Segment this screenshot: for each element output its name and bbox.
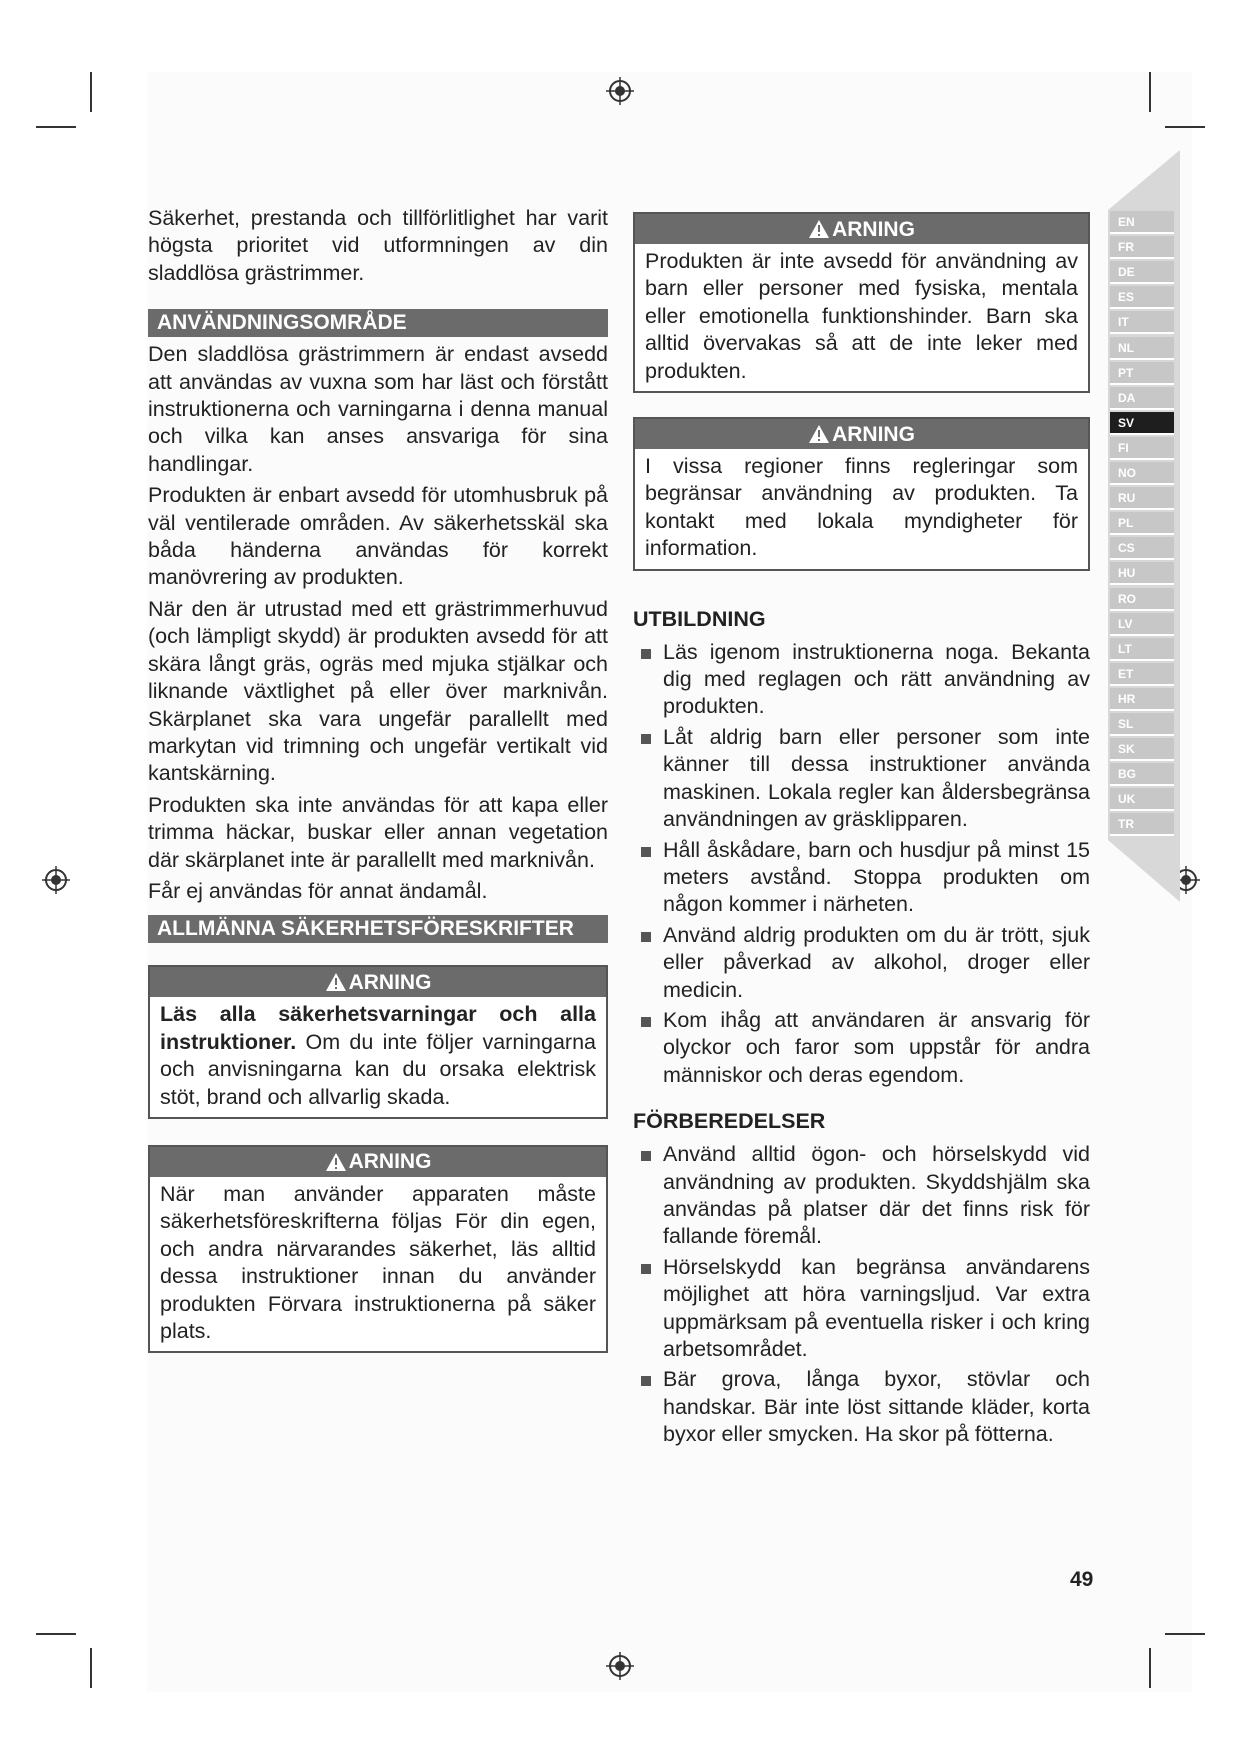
preparation-list (633, 1141, 1090, 1448)
intro-paragraph: Säkerhet, prestanda och tillförlitlighet har varit högsta prioritet vid utformningen av din sladdlösa grästrimmer. (148, 206, 608, 285)
usage-paragraph: Produkten är enbart avsedd för utomhusbruk på väl ventilerade områden. Av säkerhetsskäl ska båda händerna användas för korrekt manövrering av produkten. (148, 483, 608, 590)
list-item (633, 922, 1090, 1004)
list-item-text: Bär grova, långa byxor, stövlar och handskar. Bär inte löst sittande kläder, korta byxor eller smycken. Ha skor på fötterna. (663, 1367, 1090, 1447)
language-tab-fi[interactable]: FI (1110, 437, 1174, 460)
warning-bold-text: Läs alla säkerhetsvarningar och alla instruktioner. (160, 1002, 596, 1054)
section-heading-usage: ANVÄNDNINGSOMRÅDE (148, 309, 608, 337)
list-item-text: Låt aldrig barn eller personer som inte känner till dessa instruktioner använda maskinen. Lokala regler kan åldersbegränsa användningen av gräsklipparen. (663, 724, 1090, 832)
registration-mark-icon (606, 77, 634, 105)
left-column (148, 205, 608, 1379)
usage-paragraph: Produkten ska inte användas för att kapa eller trimma häckar, buskar eller annan vegetation där skärplanet inte är parallellt med marknivån. (148, 792, 608, 872)
bullet-square-icon (641, 649, 651, 659)
language-tab-sk[interactable]: SK (1110, 738, 1174, 761)
list-item-text: Håll åskådare, barn och husdjur på minst 15 meters avstånd. Stoppa produkten om någon kommer i närheten. (663, 837, 1090, 917)
warning-header (150, 967, 606, 997)
warning-box (148, 1145, 608, 1353)
language-tab-ro[interactable]: RO (1110, 588, 1174, 611)
language-tab-et[interactable]: ET (1110, 663, 1174, 686)
list-item-text: Hörselskydd kan begränsa användarens möjlighet att höra varningsljud. Var extra uppmärksam på eventuella risker i och kring arbetsområdet. (663, 1254, 1090, 1361)
list-item (633, 724, 1090, 834)
crop-mark (90, 1648, 92, 1688)
list-item (633, 639, 1090, 721)
warning-box (633, 212, 1090, 393)
bullet-square-icon (641, 1376, 651, 1386)
warning-triangle-icon (808, 424, 830, 444)
usage-paragraph: När den är utrustad med ett grästrimmerhuvud (och lämpligt skydd) är produkten avsedd för att skära långt gräs, ogräs med mjuka stjälkar och liknande växtlighet på eller över marknivån. Skärplanet ska vara ungefär parallellt med markytan vid trimning och ungefär vertikalt vid kantskärning. (148, 596, 608, 786)
section-heading-general-safety: ALLMÄNNA SÄKERHETSFÖRESKRIFTER (148, 915, 608, 943)
language-tab-es[interactable]: ES (1110, 286, 1174, 309)
list-item-text: Kom ihåg att användaren är ansvarig för olyckor och faror som uppstår för andra människor och deras egendom. (663, 1007, 1090, 1087)
warning-header (635, 214, 1088, 244)
crop-mark (90, 72, 92, 112)
language-tab-it[interactable]: IT (1110, 311, 1174, 334)
warning-body-text: Om du inte följer varningarna och anvisningarna kan du orsaka elektrisk stöt, brand och allvarlig skada. (160, 1029, 596, 1109)
bullet-square-icon (641, 1264, 651, 1274)
list-item (633, 1366, 1090, 1448)
language-tab-uk[interactable]: UK (1110, 788, 1174, 811)
language-tab-nl[interactable]: NL (1110, 337, 1174, 360)
warning-body-text: När man använder apparaten måste säkerhetsföreskrifterna följas För din egen, och andra närvarandes säkerhet, läs alltid dessa instruktioner innan du använder produkten Förvara instruktionerna på säker plats. (160, 1181, 596, 1343)
language-tab-cs[interactable]: CS (1110, 537, 1174, 560)
crop-mark (1149, 1648, 1151, 1688)
language-tab-en[interactable]: EN (1110, 211, 1174, 234)
right-column (633, 212, 1090, 1452)
language-tab-hu[interactable]: HU (1110, 562, 1174, 585)
usage-paragraph: Får ej användas för annat ändamål. (148, 878, 488, 903)
bullet-square-icon (641, 1151, 651, 1161)
warning-header (150, 1147, 606, 1177)
page-number: 49 (1070, 1568, 1094, 1591)
crop-mark (36, 1633, 76, 1635)
bullet-square-icon (641, 1017, 651, 1027)
warning-triangle-icon (808, 219, 830, 239)
language-tab-bg[interactable]: BG (1110, 763, 1174, 786)
language-tab-pl[interactable]: PL (1110, 512, 1174, 535)
registration-mark-icon (606, 1652, 634, 1680)
list-item-text: Använd alltid ögon- och hörselskydd vid användning av produkten. Skyddshjälm ska användas på platser där det finns risk för fallande föremål. (663, 1142, 1090, 1249)
language-tab-no[interactable]: NO (1110, 462, 1174, 485)
list-item (633, 1007, 1090, 1089)
language-tab-tr[interactable]: TR (1110, 813, 1174, 836)
language-tab-fr[interactable]: FR (1110, 236, 1174, 259)
warning-label: ARNING (832, 217, 915, 241)
language-tab-lt[interactable]: LT (1110, 638, 1174, 661)
language-tab-da[interactable]: DA (1110, 387, 1174, 410)
list-item (633, 1254, 1090, 1364)
warning-triangle-icon (325, 1152, 347, 1172)
language-tab-ru[interactable]: RU (1110, 487, 1174, 510)
warning-label: ARNING (348, 1150, 432, 1174)
language-tab-sv[interactable]: SV (1110, 412, 1174, 435)
crop-mark (1165, 1633, 1205, 1635)
registration-mark-icon (42, 866, 70, 894)
bullet-square-icon (641, 847, 651, 857)
language-tab-pt[interactable]: PT (1110, 362, 1174, 385)
section-heading-training: UTBILDNING (633, 606, 766, 631)
warning-triangle-icon (325, 972, 347, 992)
list-item-text: Läs igenom instruktionerna noga. Bekanta dig med reglagen och rätt användning av produkten. (663, 639, 1090, 719)
training-list (633, 639, 1090, 1090)
crop-mark (1165, 126, 1205, 128)
language-tab-hr[interactable]: HR (1110, 688, 1174, 711)
warning-body-text: Produkten är inte avsedd för användning av barn eller personer med fysiska, mentala eller emotionella funktionshinder. Barn ska alltid övervakas så att de inte leker med produkten. (645, 249, 1078, 383)
crop-mark (1149, 72, 1151, 112)
warning-body-text: I vissa regioner finns regleringar som begränsar användning av produkten. Ta kontakt med lokala myndigheter för information. (645, 454, 1078, 561)
warning-box (633, 417, 1090, 571)
list-item (633, 837, 1090, 919)
list-item-text: Använd aldrig produkten om du är trött, sjuk eller påverkad av alkohol, droger eller medicin. (663, 922, 1090, 1002)
bullet-square-icon (641, 734, 651, 744)
usage-paragraph: Den sladdlösa grästrimmern är endast avsedd att användas av vuxna som har läst och förstått instruktionerna och varningarna i denna manual och vilka kan anses ansvariga för sina handlingar. (148, 342, 608, 476)
bullet-square-icon (641, 932, 651, 942)
list-item (633, 1141, 1090, 1251)
language-tab-lv[interactable]: LV (1110, 613, 1174, 636)
warning-label: ARNING (832, 422, 915, 446)
language-tab-de[interactable]: DE (1110, 261, 1174, 284)
crop-mark (36, 126, 76, 128)
warning-box (148, 965, 608, 1119)
warning-header (635, 419, 1088, 449)
language-tab-sl[interactable]: SL (1110, 713, 1174, 736)
warning-label: ARNING (348, 970, 432, 994)
section-heading-preparation: FÖRBEREDELSER (633, 1109, 826, 1134)
warning-text (150, 997, 606, 1117)
